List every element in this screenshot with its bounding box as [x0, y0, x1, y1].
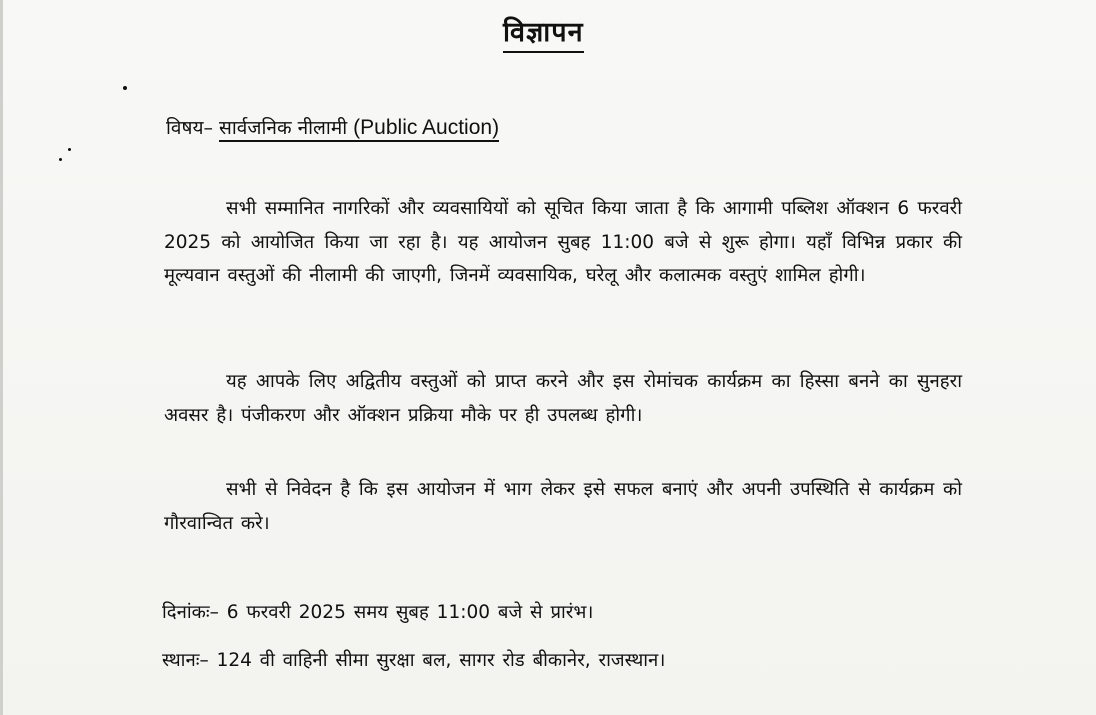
place-line: [162, 646, 665, 676]
paragraph-announcement: सभी सम्मानित नागरिकों और व्यवसायियों को सूचित किया जाता है कि आगामी पब्लिश ऑक्शन 6 फरवरी 2025 को आयोजित किया जा रहा है। यह आयोजन सुबह 11:00 बजे से शुरू होगा। यहाँ विभिन्न प्रकार की मूल्यवान वस्तुओं की नीलामी की जाएगी, जिनमें व्यवसायिक, घरेलू और कलात्मक वस्तुएं शामिल होगी।: [164, 198, 962, 286]
ink-speck: [123, 86, 127, 90]
subject-value: [219, 117, 499, 142]
ink-speck: [59, 158, 62, 161]
place-value: 124 वी वाहिनी सीमा सुरक्षा बल, सागर रोड बीकानेर, राजस्थान।: [216, 650, 666, 671]
place-label: स्थानः–: [162, 650, 209, 671]
date-label: दिनांकः–: [162, 602, 219, 623]
ink-speck: [68, 148, 71, 151]
date-line: [162, 598, 593, 628]
document-title: विज्ञापन: [503, 16, 584, 53]
subject-line: [166, 114, 499, 142]
subject-hindi: सार्वजनिक नीलामी: [219, 117, 348, 139]
paragraph-opportunity: यह आपके लिए अद्वितीय वस्तुओं को प्राप्त करने और इस रोमांचक कार्यक्रम का हिस्सा बनने का सुनहरा अवसर है। पंजीकरण और ऑक्शन प्रक्रिया मौके पर ही उपलब्ध होगी।: [164, 371, 962, 426]
subject-label: विषय–: [166, 117, 213, 139]
subject-english: (Public Auction): [353, 116, 500, 139]
page-edge: [0, 0, 3, 715]
date-value: 6 फरवरी 2025 समय सुबह 11:00 बजे से प्रारंभ।: [226, 602, 594, 623]
paragraph-request: सभी से निवेदन है कि इस आयोजन में भाग लेकर इसे सफल बनाएं और अपनी उपस्थिति से कार्यक्रम को गौरवान्वित करे।: [164, 479, 962, 534]
